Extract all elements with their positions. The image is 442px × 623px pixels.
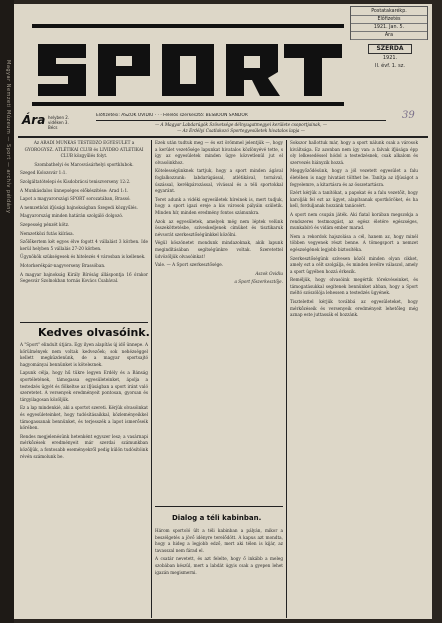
news-item: Szombathelyi és Marosvásárhelyi sportklubok. (34, 161, 134, 167)
news-item: Szolgáltatótelepi és Kisdobrácsi teniszverseny 12:2. (20, 178, 131, 184)
kedves-headline: Kedves olvasóink. (38, 326, 150, 339)
margin-text: Magyar Nemzeti Múzeum — Sport — archív példány (5, 60, 11, 214)
news-item: A nemzetközi ifjúsági bajnokságban Szegedi közgyűlés. (20, 204, 138, 210)
news-item: Szőlőkertem két egyes élve fogott 4 vállalást 3 körben. Ide kerül helyben 5 vállalás 27-20 körben. (20, 239, 148, 251)
newspaper-page (14, 4, 432, 619)
binding-margin (0, 0, 14, 623)
article-paragraph: Ez a lap mindenkié, aki a sportot szereti. Kérjük olvasóinkat és egyesületeinket, hogy tudósításaikkal, közleményeikkel támogassanak bennünket, és terjesszék a lapot ismerőseik körében. (20, 405, 148, 431)
middle-column (155, 140, 283, 408)
article-paragraph: Nem a rekordok hajszolása a cél, hanem az, hogy minél többen vegyenek részt benne. A tömegsport a nemzet egészségének legjobb biztosítéka. (290, 233, 418, 252)
price-line: helyben 2. (48, 115, 70, 120)
left-column-news (20, 140, 148, 318)
news-item: Nemzetközi futás kiírása. (20, 230, 75, 236)
masthead (32, 24, 344, 109)
subtitle (96, 122, 386, 134)
price-line: vidéken 3. (48, 120, 69, 125)
price-line: Bécs (48, 125, 58, 130)
article-paragraph: A csatár nevetett, és azt felelte, hogy ő inkább a meleg szobában készül, mert a labdát úgyis csak a gyepen lehet igazán megismerni. (155, 556, 283, 575)
article-paragraph: Meggyőződésünk, hogy a jól vezetett egyesület a falu életében is nagy hivatást tölthet be. Tanítja az ifjúságot a fegyelemre, a kitartásra és az összetartásra. (290, 168, 418, 187)
price-lines (48, 115, 88, 130)
news-item: Az ARADI MUNKÁS TESTEDZŐ EGYESÜLET a GYOROGYSZ. ATLÉTIKAI CLUB és LIVIDBO ATLETIKAI CLUB közgyűlés folyt. (24, 140, 144, 159)
subtitle-line: — A Magyar Labdarúgók Szövetsége délnyugatmegyei kerülete csoportjainak, — (154, 122, 328, 127)
price-label: Ára (22, 113, 46, 127)
article-paragraph: Lapunk célja, hogy hű tükre legyen Erdély és a Bánság sportéletének, támogassa egyesületeinket, ápolja a testedzés ügyét és fölkeltse az ifjúságban a sport iránt való szeretetet. A versenyek eredményeit pontosan, gyorsan és tárgyilagosan közöljük. (20, 370, 148, 402)
article-paragraph: Reméljük, hogy olvasóink megértik törekvéseinket, és támogatásukkal segítenek bennünket abban, hogy a Sport méltó szószólója lehessen a testedzés ügyének. (290, 277, 418, 296)
article-paragraph: Kötelességünknek tartjuk, hogy a sport minden ágával foglalkozzunk: labdarúgással, atlétikával, tornával, úszással, kerékpározással, vívással és a téli sportokkal egyaránt. (155, 168, 283, 194)
article-paragraph: A "Sport" elindult útjára. Egy ilyen alapítás új idő ünnepe. A körülmények nem voltak kedvezőek; sok nehézséggel kellett megküzdenünk, de a magyar sportsajtó hagyományai bennünket is köteleznek. (20, 342, 148, 367)
article-paragraph: Szerkesztőségünk szívesen közöl minden olyan cikket, amely ezt a célt szolgálja, és minden levélre válaszol, amely a sport ügyében hozzá érkezik. (290, 255, 418, 274)
news-item: Szepesség pénzét kötz. (20, 221, 70, 227)
issue-year: 1921. (382, 55, 398, 61)
article-paragraph: Rendes megjelenésünk hetenként egyszer lesz; a vasárnapi mérkőzések eredményeit már szerdai számunkban közöljük, a fontosabb eseményekről pedig külön tudósítóink révén számolunk be. (20, 433, 148, 459)
article-paragraph: Teret adunk a vidéki egyesületek híreinek is, mert tudjuk, hogy a sport igazi ereje a kis városok pályáin születik. Minden hír, minden eredmény fontos számunkra. (155, 196, 283, 215)
news-item: A magyar bajnokság Király Bíróság álláspontja 16 órakor Segesvár Szolnokban tornás Kovács Csabával. (20, 271, 148, 284)
article-paragraph: Ezért kérjük a tanítókat, a papokat és a falu vezetőit, hogy karolják fel ezt az ügyet, alapítsanak sportköröket, és ha kell, forduljanak hozzánk tanácsért. (290, 190, 418, 209)
column-divider (286, 140, 287, 618)
subtitle-line: — Az Erdélyi Csatlakozó Sportegyesületek hivatalos lapja — (177, 128, 305, 133)
article-closing: Vale. — A Sport szerkesztősége. (155, 262, 224, 268)
subscription-date: 1921. Jan. 5. (351, 24, 427, 32)
dialog-article (155, 528, 283, 618)
news-item: Magyarország minden határán szolgáló dolgozó. (20, 213, 124, 219)
dialog-headline: Dialog a téli kabinban. (172, 514, 262, 522)
issue-info (368, 44, 412, 70)
article-paragraph: Tisztelettel kérjük továbbá az egyesületeket, hogy mérkőzéseik és versenyeik eredményeit lehetőleg még aznap este juttassák el hozzánk. (290, 299, 418, 318)
signature-name: Aszok Ovidiu (255, 270, 283, 276)
article-paragraph: Végül köszönetet mondunk mindazoknak, akik lapunk megindításában segítségünkre voltak. Szeretettel üdvözöljük olvasóinkat! (155, 240, 283, 259)
article-paragraph: A sport nem csupán játék. Aki fiatal korában megszokja a rendszeres testmozgást, az egész életére egészséges, munkabíró és vidám ember marad. (290, 211, 418, 231)
subscription-line: Postatakarékp. (351, 8, 427, 16)
article-paragraph: Azok az egyesületek, amelyek még nem léptek velünk összeköttetésbe, szíveskedjenek címüket és tisztikaruk névsorát szerkesztőségünkkel közölni. (155, 218, 283, 237)
article-paragraph: Ezek után tudtuk meg — és ezt örömmel jelentjük —, hogy a kerület vezetősége lapunkat hivatalos közlönyévé tette, s így az egyesületek minden ügye közvetlenül jut el olvasóinkhoz. (155, 140, 283, 165)
column-rule (155, 506, 283, 507)
article-paragraph: Sokszor hallottuk már, hogy a sport nálunk csak a városok kiváltsága. Ez azonban nem így van: a falvak ifjúsága épp oly lelkesedéssel hódol a testedzésnek, csak alkalom és szervezés hiányzik hozzá. (290, 140, 418, 165)
masthead-logo (32, 24, 344, 109)
header-bottom-rule (18, 136, 428, 138)
column-rule (20, 322, 148, 323)
right-column (290, 140, 418, 618)
news-item: A Munkásdalos ünnepséges előkészítése: Arad 1:1. (20, 187, 129, 193)
subscription-box (350, 6, 428, 40)
article-paragraph: Három sportoló ült a téli kabinban a pályán, mikor a beszélgetés a jövő idényre terelődött. A kapus azt mondta, hogy a hideg a legjobb edző, mert aki télen is kijár, az tavasszal nem fárad el. (155, 528, 283, 553)
issue-number: II. évf. 1. sz. (375, 63, 405, 69)
subscription-line: Előfizetés (351, 16, 427, 24)
news-item: Lapot a magyarországi SPORT sorozatában, Brassó. (20, 196, 131, 202)
kedves-article (20, 342, 148, 618)
handwritten-mark: 39 (402, 110, 415, 121)
header-rule (96, 120, 386, 121)
news-item: Szeged Kolozsvár 1:1. (20, 170, 67, 176)
issue-day: SZERDA (368, 44, 412, 54)
subscription-line: Ára (351, 32, 427, 40)
news-item: Ügynökök szükségesek és hitelezés 4 városban is kellenek. (20, 254, 146, 260)
news-item: Motorkerékpár-nagyverseny Brassóban. (20, 262, 106, 268)
column-divider (151, 140, 152, 618)
editor-line: Előfizetési: ASZOK OVIDIU · · · Felelős szerkesztő: BESBOON SÁNDOR (96, 113, 248, 118)
signature-role: a Sport főszerkesztője. (234, 279, 283, 285)
